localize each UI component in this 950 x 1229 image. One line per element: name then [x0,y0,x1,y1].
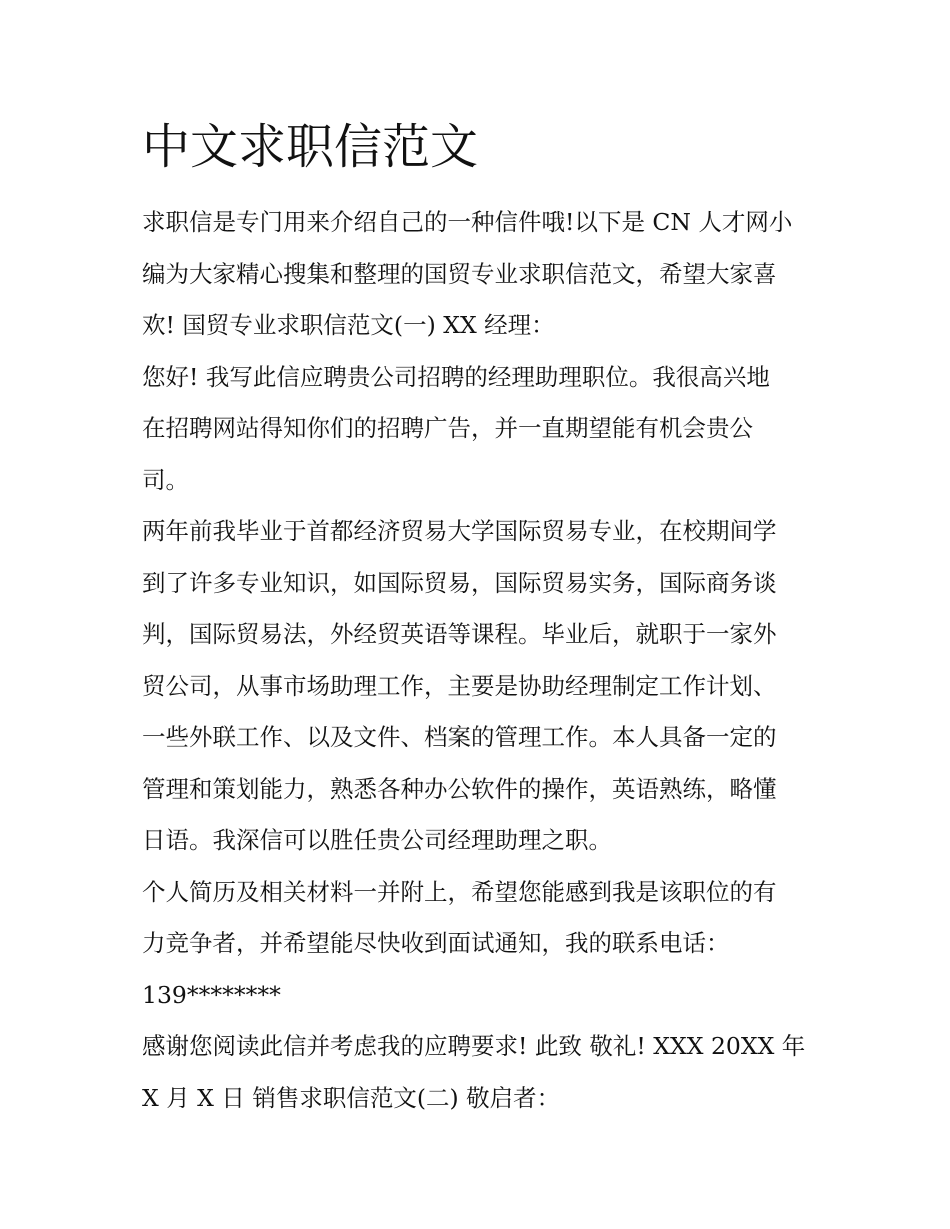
text-line: 求职信是专门用来介绍自己的一种信件哦!以下是 CN 人才网小 [142,208,793,236]
text-line: 一些外联工作、以及文件、档案的管理工作。本人具备一定的 [142,723,777,751]
text-line: 欢! 国贸专业求职信范文(一) XX 经理： [142,311,555,339]
phone-number: 139******** [142,980,281,1009]
paragraph-intro [142,197,814,352]
paragraph-background [142,506,814,867]
text-line: 判，国际贸易法，外经贸英语等课程。毕业后，就职于一家外 [142,620,777,648]
text-line: 编为大家精心搜集和整理的国贸专业求职信范文，希望大家喜 [142,259,777,288]
document-body [142,197,814,1124]
paragraph-contact [142,867,814,1022]
text-line: X 月 X 日 销售求职信范文(二) 敬启者： [142,1083,561,1112]
text-line: 您好! 我写此信应聘贵公司招聘的经理助理职位。我很高兴地 [142,362,770,391]
text-line: 司。 [142,465,189,494]
paragraph-greeting [142,352,814,507]
text-line: 贸公司，从事市场助理工作，主要是协助经理制定工作计划、 [142,671,777,700]
text-line: 个人简历及相关材料一并附上，希望您能感到我是该职位的有 [142,877,777,906]
paragraph-closing [142,1021,814,1124]
text-line: 感谢您阅读此信并考虑我的应聘要求! 此致 敬礼! XXX 20XX 年 [142,1032,806,1060]
text-line: 力竞争者，并希望能尽快收到面试通知，我的联系电话： [142,929,730,957]
text-line: 在招聘网站得知你们的招聘广告，并一直期望能有机会贵公 [142,414,753,442]
text-line: 到了许多专业知识，如国际贸易，国际贸易实务，国际商务谈 [142,568,777,597]
document-title: 中文求职信范文 [142,119,479,175]
text-line: 两年前我毕业于首都经济贸易大学国际贸易专业，在校期间学 [142,517,777,545]
text-line: 日语。我深信可以胜任贵公司经理助理之职。 [142,826,612,854]
text-line: 管理和策划能力，熟悉各种办公软件的操作，英语熟练，略懂 [142,774,777,803]
